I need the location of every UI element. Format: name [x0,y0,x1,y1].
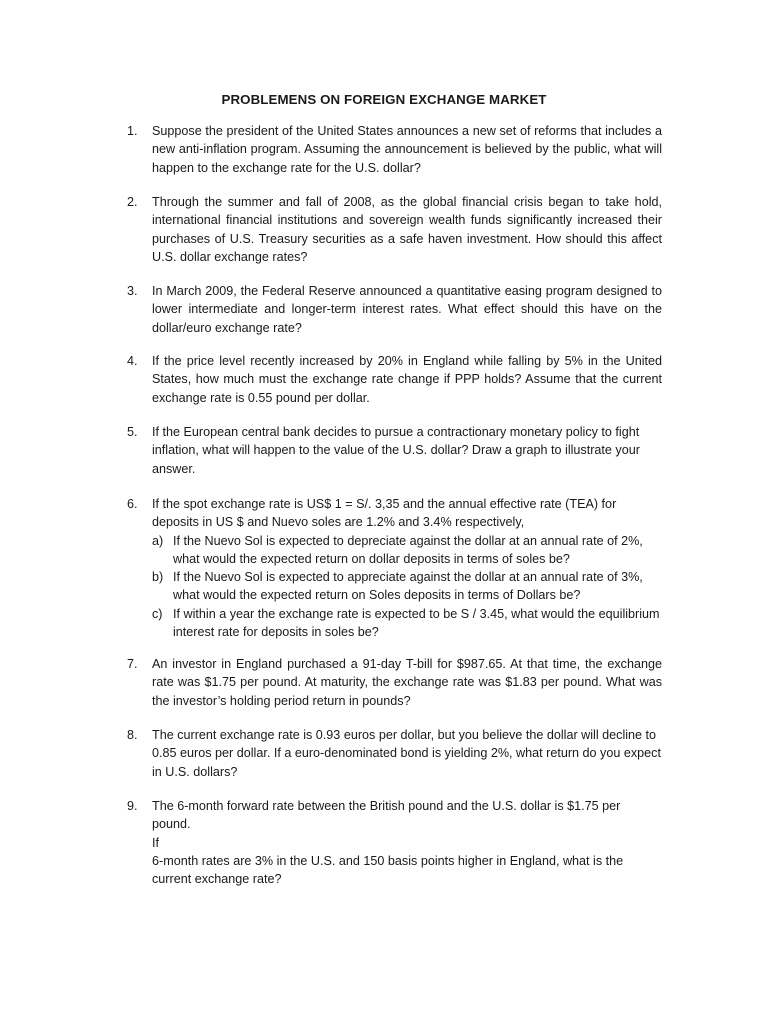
page-title: PROBLEMENS ON FOREIGN EXCHANGE MARKET [221,92,547,107]
question-text-line-3: 6-month rates are 3% in the U.S. and 150 basis points higher in England, what is the current exchange rate? [152,853,624,887]
question-number: 2. [127,195,138,209]
sub-question-text: If the Nuevo Sol is expected to appreciate against the dollar at an annual rate of 3%, what would the expected return on Soles deposits in terms of Dollars be? [173,570,643,603]
question-text: The current exchange rate is 0.93 euros per dollar, but you believe the dollar will decline to 0.85 euros per dollar. If a euro-denominated bond is yielding 2%, what return do you expect in U.S. dollars? [152,728,661,779]
question-6 [127,495,662,641]
question-8 [127,726,662,781]
question-4 [127,352,662,407]
question-number: 7. [127,657,138,671]
question-2 [127,193,662,266]
question-text-line-1: The 6-month forward rate between the British pound and the U.S. dollar is $1.75 per pound. [152,799,621,832]
question-number: 9. [127,799,138,813]
question-number: 5. [127,425,138,439]
sub-question-text: If within a year the exchange rate is expected to be S / 3.45, what would the equilibrium interest rate for deposits in soles be? [173,606,660,640]
sub-question-c [152,605,662,642]
question-1 [127,122,662,177]
question-7 [127,655,662,710]
question-3 [127,282,662,337]
question-text-line-2: If [152,835,159,850]
sub-question-b [152,568,662,605]
question-number: 3. [127,284,138,298]
question-text: If the price level recently increased by 20% in England while falling by 5% in the United States, how much must the exchange rate change if PPP holds? Assume that the current exchange rate is 0.55 pound per dollar. [152,354,662,405]
question-number: 6. [127,497,138,511]
sub-question-text: If the Nuevo Sol is expected to depreciate against the dollar at an annual rate of 2%, what would the expected return on dollar deposits in terms of soles be? [173,533,643,566]
question-number: 8. [127,728,138,742]
question-9 [127,797,662,888]
question-text: In March 2009, the Federal Reserve announced a quantitative easing program designed to lower intermediate and longer-term interest rates. What effect should this have on the dollar/euro exchange rate? [152,284,662,335]
question-number: 4. [127,354,138,368]
question-text: Suppose the president of the United States announces a new set of reforms that includes a new anti-inflation program. Assuming the announcement is believed by the public, what will happen to the exchange rate for the U.S. dollar? [152,124,662,175]
sub-question-letter: b) [152,570,164,585]
question-text: Through the summer and fall of 2008, as the global financial crisis began to take hold, international financial institutions and sovereign wealth funds significantly increased their purchases of U.S. Treasury securities as a safe haven investment. How should this affect U.S. dollar exchange rates? [152,195,662,264]
question-number: 1. [127,124,138,138]
sub-question-letter: c) [152,606,163,621]
question-text: If the European central bank decides to pursue a contractionary monetary policy to fight inflation, what will happen to the value of the U.S. dollar? Draw a graph to illustrate your answer. [152,425,640,476]
question-5 [127,423,662,478]
question-text: If the spot exchange rate is US$ 1 = S/. 3,35 and the annual effective rate (TEA) for deposits in US $ and Nuevo soles are 1.2% and 3.4% respectively, [152,497,617,530]
question-text: An investor in England purchased a 91-day T-bill for $987.65. At that time, the exchange rate was $1.75 per pound. At maturity, the exchange rate was $1.83 per pound. What was the investor’s holding period return in pounds? [152,657,662,708]
sub-question-letter: a) [152,533,164,548]
sub-question-a [152,532,662,569]
